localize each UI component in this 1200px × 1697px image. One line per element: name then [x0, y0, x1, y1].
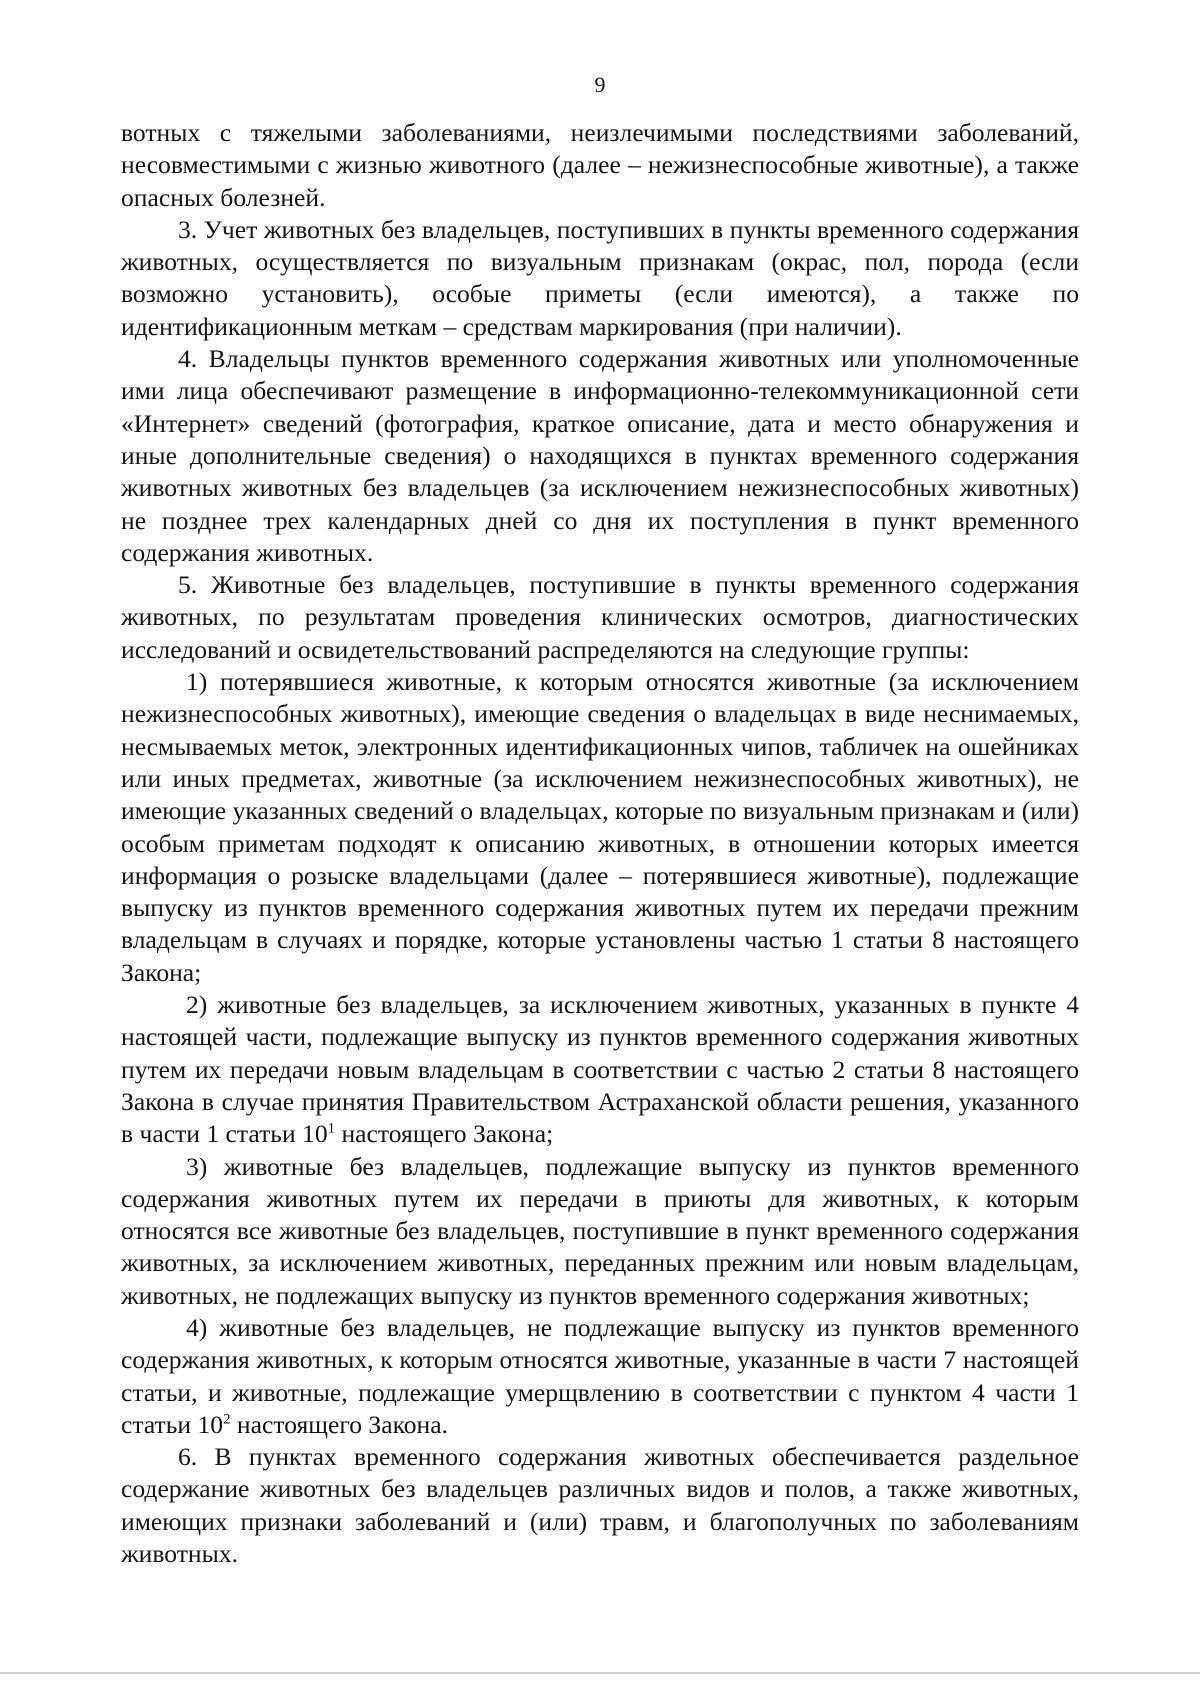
- paragraph-4: 4. Владельцы пунктов временного содержания животных или уполномоченные ими лица обеспечивают размещение в информационно-телекоммуникационной сети «Интернет» сведений (фотография, краткое описание, дата и место обнаружения и иные дополнительные сведения) о находящихся в пунктах временного содержания животных животных без владельцев (за исключением нежизнеспособных животных) не позднее трех календарных дней со дня их поступления в пункт временного содержания животных.: [121, 344, 1079, 567]
- superscript-1: 1: [327, 1120, 336, 1137]
- paragraph-3: 3. Учет животных без владельцев, поступивших в пункты временного содержания животных, осуществляется по визуальным признакам (окрас, пол, порода (если возможно установить), особые приметы (если имеются), а также по идентификационным меткам – средствам маркирования (при наличии).: [121, 214, 1079, 341]
- scan-edge-line: [0, 1672, 1200, 1674]
- paragraph-6: 6. В пунктах временного содержания животных обеспечивается раздельное содержание животных без владельцев различных видов и полов, а также животных, имеющих признаки заболеваний и (или) травм, и благополучных по заболеваниям животных.: [121, 1442, 1079, 1569]
- list-item-1: 1) потерявшиеся животные, к которым относятся животные (за исключением нежизнеспособных животных), имеющие сведения о владельцах в виде неснимаемых, несмываемых меток, электронных идентификационных чипов, табличек на ошейниках или иных предметах, животные (за исключением нежизнеспособных животных), не имеющие указанных сведений о владельцах, которые по визуальным признакам и (или) особым приметам подходят к описанию животных, в отношении которых имеется информация о розыске владельцами (далее – потерявшиеся животные), подлежащие выпуску из пунктов временного содержания животных путем их передачи прежним владельцам в случаях и порядке, которые установлены частью 1 статьи 8 настоящего Закона;: [121, 667, 1079, 987]
- list-item-4-text-end: настоящего Закона.: [230, 1409, 448, 1439]
- list-item-2: [121, 989, 1079, 1150]
- document-body: [121, 117, 1079, 1570]
- list-item-2-text-end: настоящего Закона;: [335, 1119, 554, 1149]
- paragraph-5: 5. Животные без владельцев, поступившие в пункты временного содержания животных, по результатам проведения клинических осмотров, диагностических исследований и освидетельствований распределяются на следующие группы:: [121, 570, 1079, 664]
- list-item-4-text: 4) животные без владельцев, не подлежащие выпуску из пунктов временного содержания животных, к которым относятся животные, указанные в части 7 настоящей статьи, и животные, подлежащие умерщвлению в соответствии с пунктом 4 части 1 статьи 10: [121, 1312, 1079, 1439]
- page-number: 9: [594, 72, 606, 97]
- list-item-3: 3) животные без владельцев, подлежащие выпуску из пунктов временного содержания животных путем их передачи в приюты для животных, к которым относятся все животные без владельцев, поступившие в пункт временного содержания животных, за исключением животных, переданных прежним или новым владельцам, животных, не подлежащих выпуску из пунктов временного содержания животных;: [121, 1151, 1079, 1310]
- list-item-4: [121, 1312, 1079, 1441]
- superscript-2: 2: [223, 1411, 231, 1428]
- list-item-2-text: 2) животные без владельцев, за исключением животных, указанных в пункте 4 настоящей части, подлежащие выпуску из пунктов временного содержания животных путем их передачи новым владельцам в соответствии с частью 2 статьи 8 настоящего Закона в случае принятия Правительством Астраханской области решения, указанного в части 1 статьи 10: [121, 990, 1079, 1149]
- paragraph-continuation: вотных с тяжелыми заболеваниями, неизлечимыми последствиями заболеваний, несовместимыми с жизнью животного (далее – нежизнеспособные животные), а также опасных болезней.: [121, 118, 1079, 212]
